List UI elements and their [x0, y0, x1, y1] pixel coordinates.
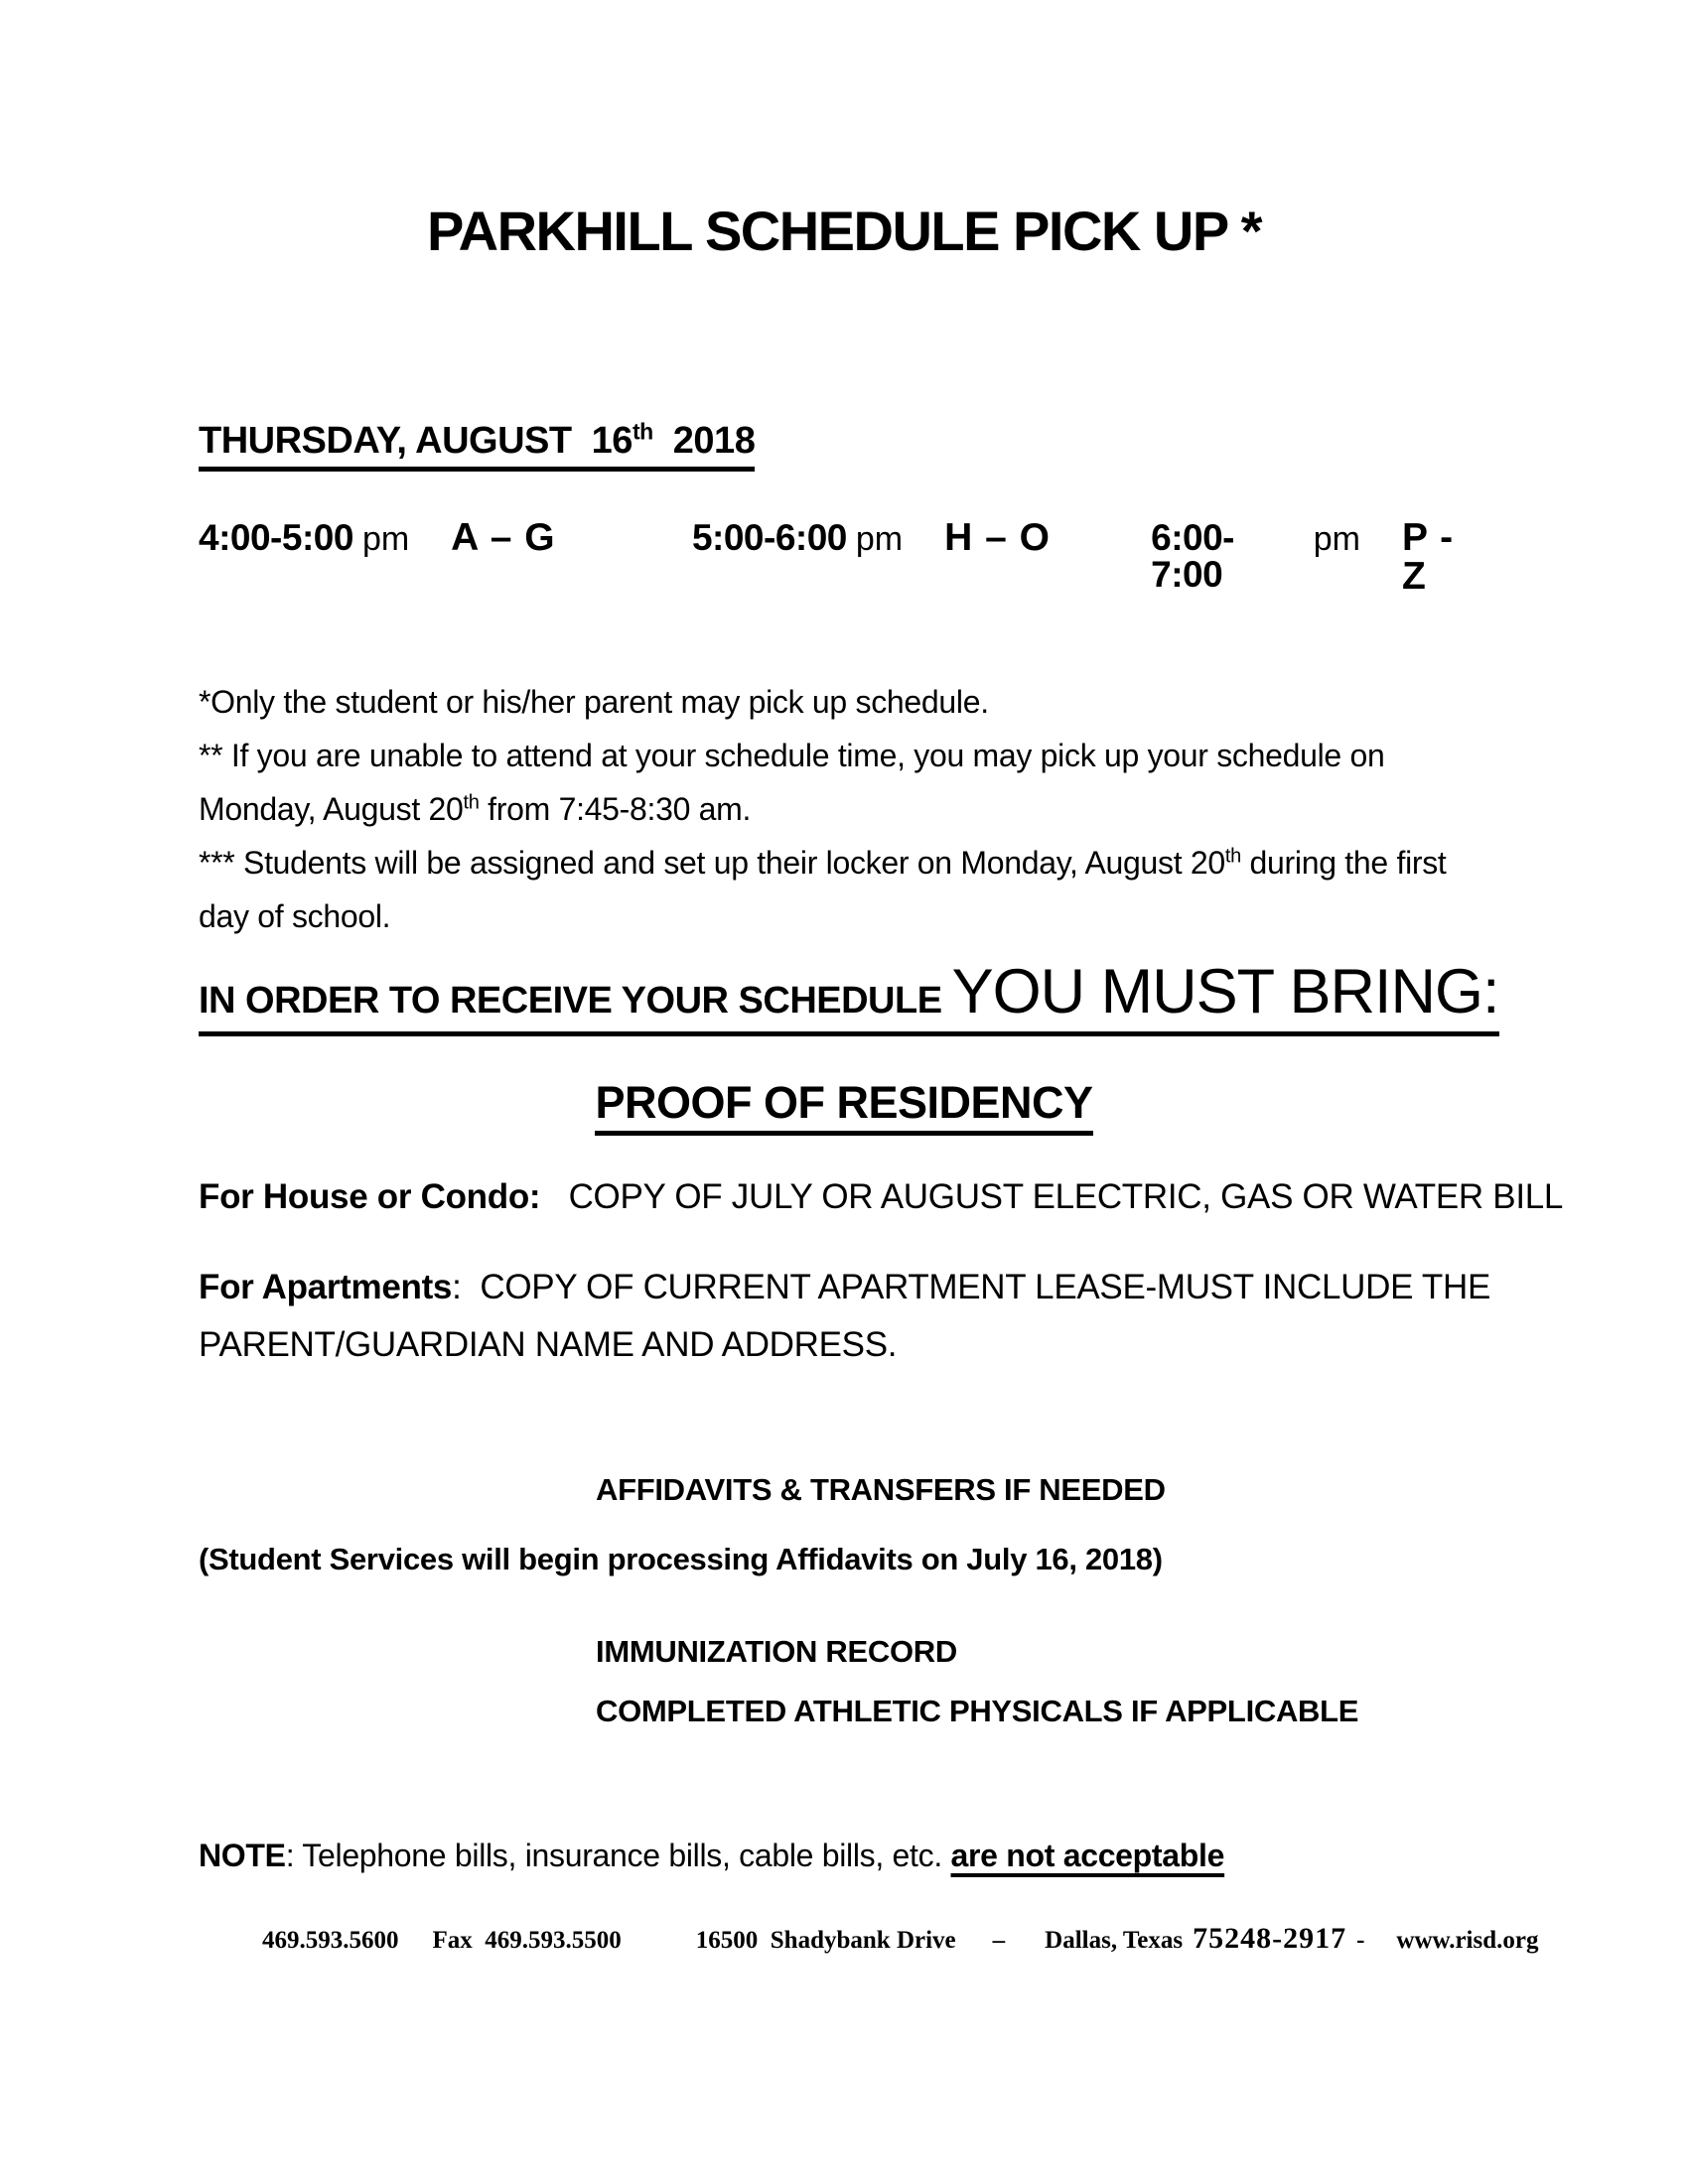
apartments-line-1	[199, 1259, 1509, 1316]
slot-meridiem: pm	[855, 520, 904, 558]
affidavits-transfers-line: AFFIDAVITS & TRANSFERS IF NEEDED	[596, 1472, 1166, 1507]
note-acceptability-line	[199, 1837, 1224, 1874]
immunization-record-line: IMMUNIZATION RECORD	[596, 1634, 957, 1669]
apartments-label: For Apartments	[199, 1268, 453, 1306]
note-makeup-date-text: Monday, August 20	[199, 791, 464, 827]
note-lockers-continuation: day of school.	[199, 898, 391, 934]
date-heading-year: 2018	[652, 420, 756, 462]
must-bring-emphasis: YOU MUST BRING:	[951, 957, 1499, 1026]
note-lockers-text-end: during the first	[1240, 845, 1447, 881]
must-bring-heading	[199, 957, 1499, 1036]
note-label: NOTE	[199, 1838, 286, 1873]
proof-of-residency-row	[0, 1077, 1688, 1136]
slot-meridiem: pm	[1313, 520, 1360, 558]
house-condo-line	[199, 1176, 1563, 1218]
time-slots-row	[199, 518, 1489, 596]
note-makeup-time-text: from 7:45-8:30 am.	[479, 791, 752, 827]
time-slot-a-g	[199, 518, 692, 557]
footer-zip-code: 75248-2917	[1193, 1922, 1347, 1955]
house-condo-separator: :	[528, 1177, 569, 1216]
footer-phone: 469.593.5600	[262, 1927, 399, 1954]
footer	[262, 1922, 1538, 1956]
proof-of-residency-heading: PROOF OF RESIDENCY	[595, 1080, 1092, 1136]
slot-time: 5:00-6:00	[691, 517, 847, 558]
house-condo-label: For House or Condo	[199, 1177, 529, 1216]
athletic-physicals-line: COMPLETED ATHLETIC PHYSICALS IF APPLICABLE	[596, 1694, 1359, 1728]
slot-letters: H – O	[944, 516, 1051, 559]
slot-meridiem: pm	[361, 520, 410, 558]
note-lockers	[199, 836, 1489, 889]
footer-city-state: Dallas, Texas	[1045, 1927, 1184, 1954]
must-bring-row	[199, 957, 1499, 1036]
apartments-line-2: PARENT/GUARDIAN NAME AND ADDRESS.	[199, 1325, 898, 1364]
date-superscript: th	[1224, 845, 1241, 868]
must-bring-lead: IN ORDER TO RECEIVE YOUR SCHEDULE	[199, 980, 952, 1022]
date-heading-text: THURSDAY, AUGUST 16	[199, 420, 633, 462]
time-slot-p-z	[1151, 518, 1489, 596]
slot-time: 4:00-5:00	[199, 517, 353, 558]
house-condo-text: COPY OF JULY OR AUGUST ELECTRIC, GAS OR WATER BILL	[568, 1177, 1564, 1216]
slot-letters: A – G	[451, 516, 556, 559]
note-makeup-date	[199, 782, 1489, 836]
time-slot-h-o	[692, 518, 1151, 557]
footer-website: www.risd.org	[1396, 1927, 1539, 1954]
date-superscript: th	[632, 418, 653, 445]
footer-dash-separator: -	[1356, 1927, 1365, 1954]
apartments-lines	[199, 1259, 1509, 1374]
apartments-separator: :	[452, 1268, 481, 1306]
footer-street-address: 16500 Shadybank Drive	[695, 1927, 956, 1954]
date-superscript: th	[463, 791, 480, 814]
page-title: PARKHILL SCHEDULE PICK UP *	[426, 200, 1262, 262]
pickup-notes	[199, 675, 1489, 943]
note-unable-to-attend: ** If you are unable to attend at your schedule time, you may pick up your schedule on	[199, 738, 1385, 773]
note-emphasis: are not acceptable	[950, 1838, 1225, 1873]
note-lockers-text: *** Students will be assigned and set up their locker on Monday, August 20	[199, 845, 1225, 881]
date-heading-row	[199, 418, 756, 472]
footer-fax: Fax 469.593.5500	[432, 1927, 622, 1954]
student-services-line: (Student Services will begin processing Affidavits on July 16, 2018)	[199, 1542, 1163, 1576]
apartments-text: COPY OF CURRENT APARTMENT LEASE-MUST INCLUDE THE	[480, 1268, 1491, 1306]
note-only-student: *Only the student or his/her parent may pick up schedule.	[199, 684, 989, 720]
footer-dash-separator: –	[992, 1927, 1006, 1954]
note-body: : Telephone bills, insurance bills, cable bills, etc.	[285, 1838, 951, 1873]
slot-time: 6:00-7:00	[1151, 517, 1235, 595]
date-heading	[199, 418, 756, 472]
slot-letters: P - Z	[1401, 516, 1455, 598]
